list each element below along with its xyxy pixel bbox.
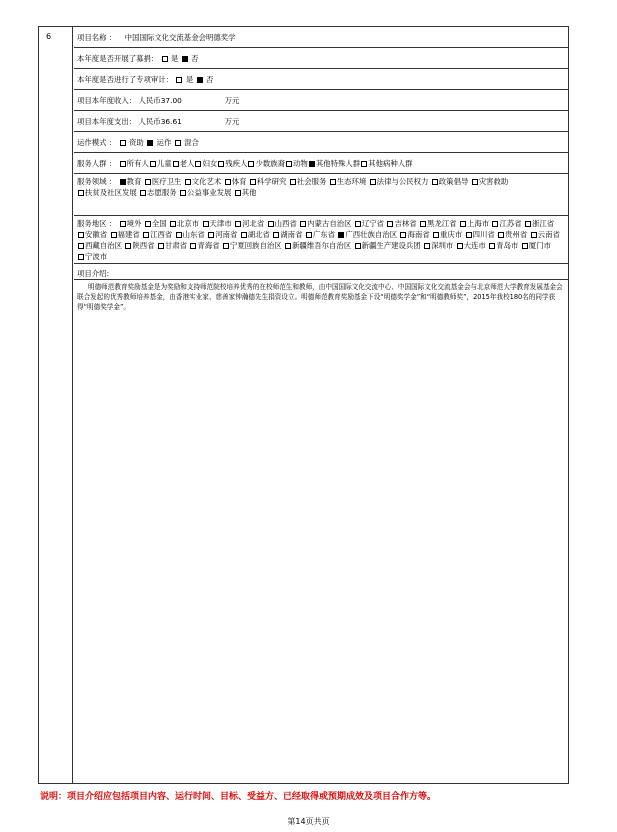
service-fields-option[interactable] [139,188,177,197]
operation-label: 运作模式 ： [77,138,117,147]
fundraising-row [74,48,568,69]
checkbox[interactable] [195,161,201,167]
audit-label: 本年度是否进行了专项审计： [77,75,174,84]
service-fields-row [74,174,568,216]
checkbox[interactable] [173,161,179,167]
option-label: 社会服务 [296,177,327,186]
service-regions-option[interactable] [488,241,518,250]
option-label: 儿童 [156,159,172,168]
option-label: 其他病种人群 [368,159,413,168]
checkbox[interactable] [208,232,214,238]
row-number-cell [39,27,73,783]
option-label: 妇女 [202,159,218,168]
service-regions-option[interactable] [119,219,142,228]
operation-fund-checkbox[interactable] [120,140,126,146]
service-regions-option[interactable] [272,230,302,239]
service-regions-option[interactable] [337,230,397,239]
option-label: 安徽省 [85,230,108,239]
checkbox[interactable] [145,221,151,227]
income-unit: 万元 [224,96,240,105]
service-regions-option[interactable] [521,241,551,250]
service-fields-option[interactable] [184,177,222,186]
service-people-option[interactable] [217,159,247,168]
option-label: 西藏自治区 [85,241,122,250]
service-people-option[interactable] [308,159,360,168]
option-label: 新疆生产建设兵团 [361,241,421,250]
option-label: 浙江省 [532,219,555,228]
expense-label: 项目本年度支出： [77,117,137,126]
checkbox[interactable] [111,232,117,238]
option-label: 江苏省 [499,219,522,228]
option-label: 政策倡导 [438,177,469,186]
option-label: 青海省 [197,241,220,250]
option-label: 辽宁省 [361,219,385,228]
option-label: 教育 [126,177,142,186]
service-fields-option[interactable] [369,177,429,186]
income-label: 项目本年度收入： [77,96,137,105]
project-name-label: 项目名称 ： [77,33,117,42]
checkbox[interactable] [140,190,146,196]
checkbox[interactable] [498,232,504,238]
option-label: 公益事业发展 [187,188,232,197]
checkbox[interactable] [190,243,196,249]
service-regions-option[interactable] [284,241,351,250]
option-label: 吉林省 [394,219,417,228]
audit-row [74,69,568,90]
checkbox[interactable] [286,161,292,167]
service-fields-option[interactable] [431,177,469,186]
checkbox[interactable] [330,179,336,185]
service-fields-option[interactable] [329,177,367,186]
option-label: 文化艺术 [191,177,222,186]
service-regions-row [74,216,568,264]
option-label: 广东省 [312,230,336,239]
option-label: 深圳市 [431,241,454,250]
audit-yes-label: 是 [185,75,194,84]
checkbox[interactable] [361,161,367,167]
service-regions-option[interactable] [419,219,457,228]
option-label: 宁波市 [85,252,108,261]
service-fields-options [77,177,508,197]
option-label: 大连市 [463,241,486,250]
expense-amount: 36.61 [160,117,182,126]
option-label: 体育 [231,177,247,186]
intro-text: 明德师范教育奖励基金是为奖励和支持师范院校培养优秀的在校师范生和教师，由中国国际文化交流中心、中国国际文化交流基金会与北京师范大学教育发展基金会联合发起的优秀教师培养基金，由香港实业家、慈善家钟瀚德先生捐资设立。明德师范教育奖励基金下设“明德奖学金”和“明德教师奖”，2015年我校180名的同学获得“明德奖学金”。 [77,283,563,311]
checkbox[interactable] [145,179,151,185]
project-name-row [74,27,568,48]
service-fields-option[interactable] [224,177,247,186]
option-label: 动物 [293,159,308,168]
option-label: 法律与公民权力 [376,177,429,186]
service-regions-option[interactable] [432,230,462,239]
income-amount: 37.00 [160,96,182,105]
operation-option-fund: 资助 [129,138,144,147]
checkbox[interactable] [235,221,241,227]
option-label: 新疆维吾尔自治区 [292,241,352,250]
service-regions-option[interactable] [399,230,429,239]
service-regions-option[interactable] [524,219,554,228]
service-regions-option[interactable] [175,230,205,239]
checkbox[interactable] [250,179,256,185]
option-label: 残疾人 [225,159,248,168]
checkbox[interactable] [78,254,84,260]
checkbox[interactable] [290,179,296,185]
fundraising-no-label: 否 [191,54,199,63]
service-regions-label: 服务地区 ： [77,219,117,228]
checkbox[interactable] [176,232,182,238]
service-fields-option[interactable] [119,177,142,186]
service-regions-option[interactable] [234,219,264,228]
service-regions-option[interactable] [142,230,172,239]
option-label: 重庆市 [440,230,463,239]
audit-yes-checkbox[interactable] [176,77,182,83]
project-table [38,26,569,784]
operation-mixed-checkbox[interactable] [175,140,181,146]
checkbox[interactable] [170,221,176,227]
option-label: 上海市 [466,219,490,228]
checkbox[interactable] [355,221,361,227]
row-number: 6 [46,32,52,41]
project-name-value: 中国国际文化交流基金会明德奖学 [124,33,236,42]
service-regions-option[interactable] [456,241,486,250]
option-label: 广西壮族自治区 [345,230,398,239]
checkbox[interactable] [235,190,241,196]
option-label: 宁夏回族自治区 [229,241,282,250]
service-regions-option[interactable] [305,230,335,239]
page-footer: 第14页共页 [287,817,330,826]
fundraising-label: 本年度是否开展了募捐： [77,54,159,63]
option-label: 陕西省 [132,241,155,250]
service-regions-option[interactable] [222,241,282,250]
operation-option-run: 运作 [156,138,172,147]
checkbox[interactable] [120,221,126,227]
checkbox[interactable] [531,232,537,238]
checkbox[interactable] [125,243,131,249]
service-regions-option[interactable] [110,230,140,239]
service-regions-option[interactable] [465,230,495,239]
checkbox[interactable] [300,221,306,227]
checkbox[interactable] [78,232,84,238]
audit-no-checkbox[interactable] [197,77,203,83]
checkbox[interactable] [370,179,376,185]
option-label: 老人 [179,159,195,168]
checkbox[interactable] [150,161,156,167]
operation-option-mixed: 混合 [184,138,199,147]
option-label: 全国 [151,219,167,228]
fundraising-yes-checkbox[interactable] [162,56,168,62]
service-fields-option[interactable] [249,177,287,186]
fundraising-no-checkbox[interactable] [182,56,188,62]
checkbox[interactable] [466,232,472,238]
option-label: 志愿服务 [147,188,177,197]
checkbox[interactable] [273,232,279,238]
service-regions-options [77,219,560,261]
checkbox[interactable] [432,179,438,185]
option-label: 其他 [241,188,257,197]
option-label: 厦门市 [528,241,551,250]
option-label: 其他特殊人群 [315,159,361,168]
option-label: 河北省 [242,219,265,228]
service-regions-option[interactable] [299,219,351,228]
service-regions-option[interactable] [189,241,219,250]
option-label: 天津市 [209,219,232,228]
service-people-option[interactable] [194,159,217,168]
checkbox[interactable] [460,221,466,227]
service-regions-option[interactable] [267,219,297,228]
checkbox[interactable] [309,161,315,167]
checkbox[interactable] [78,190,84,196]
checkbox[interactable] [120,161,126,167]
option-label: 湖北省 [247,230,270,239]
option-label: 青岛市 [496,241,519,250]
option-label: 所有人 [126,159,149,168]
service-regions-option[interactable] [530,230,560,239]
option-label: 云南省 [537,230,560,239]
checkbox[interactable] [203,221,209,227]
option-label: 海南省 [407,230,430,239]
service-fields-option[interactable] [179,188,231,197]
checkbox[interactable] [241,232,247,238]
option-label: 江西省 [150,230,173,239]
fundraising-yes-label: 是 [171,54,179,63]
checkbox[interactable] [225,179,231,185]
checkbox[interactable] [338,232,344,238]
checkbox[interactable] [248,161,254,167]
option-label: 扶贫及社区发展 [85,188,137,197]
service-regions-option[interactable] [354,219,384,228]
checkbox[interactable] [525,221,531,227]
checkbox[interactable] [424,243,430,249]
service-regions-option[interactable] [202,219,232,228]
service-regions-option[interactable] [459,219,489,228]
service-people-label: 服务人群 ： [77,159,117,168]
service-people-options [119,159,413,168]
service-regions-option[interactable] [77,252,107,261]
service-regions-option[interactable] [497,230,527,239]
service-regions-option[interactable] [240,230,270,239]
project-details [74,27,568,312]
intro-label-row [74,264,568,280]
operation-run-checkbox[interactable] [147,140,153,146]
service-regions-option[interactable] [354,241,421,250]
checkbox[interactable] [120,179,126,185]
service-regions-option[interactable] [77,230,107,239]
option-label: 河南省 [215,230,238,239]
service-people-option[interactable] [247,159,285,168]
expense-row [74,111,568,132]
checkbox[interactable] [218,161,224,167]
expense-prefix: 人民币 [138,117,161,126]
service-fields-option[interactable] [144,177,182,186]
option-label: 四川省 [472,230,495,239]
service-people-option[interactable] [149,159,172,168]
checkbox[interactable] [306,232,312,238]
checkbox[interactable] [489,243,495,249]
intro-label: 项目介绍: [77,269,110,278]
option-label: 黑龙江省 [426,219,457,228]
service-people-option[interactable] [119,159,149,168]
service-people-row [74,153,568,174]
service-fields-option[interactable] [234,188,257,197]
explanation-note: 说明：项目介绍应包括项目内容、运行时间、目标、受益方、已经取得或预期成效及项目合作方等。 [40,792,437,802]
service-fields-option[interactable] [289,177,327,186]
checkbox[interactable] [472,179,478,185]
option-label: 灾害救助 [478,177,509,186]
option-label: 甘肃省 [164,241,188,250]
service-regions-option[interactable] [207,230,237,239]
income-row [74,90,568,111]
audit-no-label: 否 [205,75,214,84]
operation-row [74,132,568,153]
option-label: 福建省 [117,230,140,239]
service-fields-option[interactable] [77,188,137,197]
option-label: 少数族裔 [255,159,286,168]
option-label: 生态环境 [336,177,367,186]
checkbox[interactable] [492,221,498,227]
expense-unit: 万元 [224,117,240,126]
checkbox[interactable] [185,179,191,185]
checkbox[interactable] [420,221,426,227]
service-fields-label: 服务领域 ： [77,177,117,186]
service-regions-option[interactable] [144,219,167,228]
service-regions-option[interactable] [124,241,154,250]
checkbox[interactable] [522,243,528,249]
checkbox[interactable] [355,243,361,249]
service-people-option[interactable] [172,159,195,168]
option-label: 湖南省 [280,230,303,239]
checkbox[interactable] [158,243,164,249]
service-people-option[interactable] [360,159,412,168]
service-fields-option[interactable] [471,177,509,186]
checkbox[interactable] [387,221,393,227]
checkbox[interactable] [78,243,84,249]
service-regions-option[interactable] [77,241,122,250]
service-regions-option[interactable] [157,241,187,250]
option-label: 贵州省 [505,230,528,239]
checkbox[interactable] [433,232,439,238]
option-label: 山东省 [182,230,205,239]
service-regions-option[interactable] [386,219,416,228]
checkbox[interactable] [143,232,149,238]
option-label: 科学研究 [256,177,287,186]
service-regions-option[interactable] [169,219,199,228]
option-label: 内蒙古自治区 [307,219,352,228]
checkbox[interactable] [400,232,406,238]
checkbox[interactable] [268,221,274,227]
checkbox[interactable] [180,190,186,196]
service-regions-option[interactable] [491,219,521,228]
service-people-option[interactable] [285,159,308,168]
service-regions-option[interactable] [423,241,453,250]
option-label: 境外 [126,219,142,228]
checkbox[interactable] [457,243,463,249]
checkbox[interactable] [285,243,291,249]
option-label: 山西省 [274,219,297,228]
option-label: 医疗卫生 [151,177,182,186]
income-prefix: 人民币 [138,96,161,105]
checkbox[interactable] [223,243,229,249]
option-label: 北京市 [176,219,200,228]
